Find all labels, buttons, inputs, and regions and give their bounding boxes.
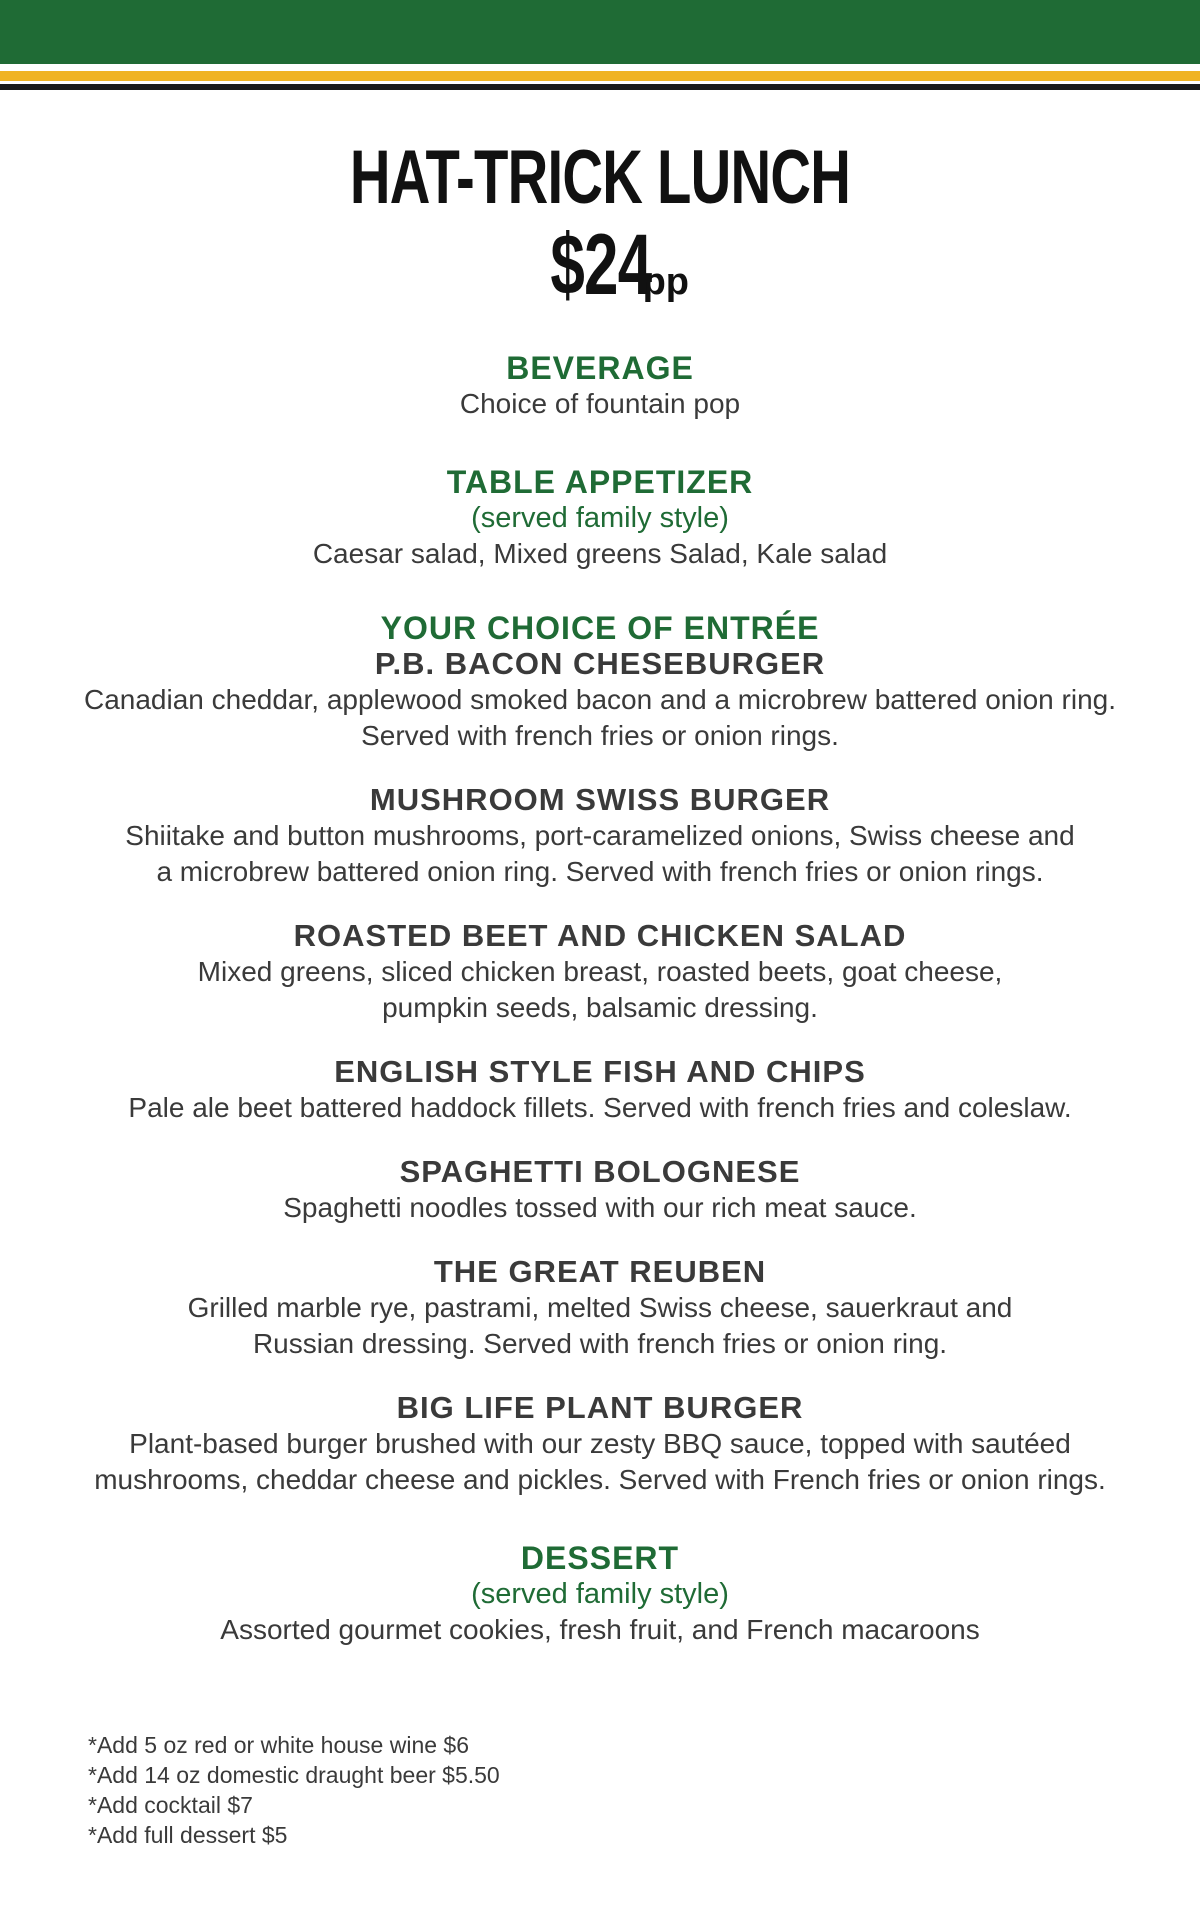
entree-item-desc: a microbrew battered onion ring. Served with french fries or onion rings. [156,856,1044,887]
price-unit: pp [642,261,690,303]
entree-item-name: ENGLISH STYLE FISH AND CHIPS [334,1054,866,1089]
entree-item-desc: pumpkin seeds, balsamic dressing. [382,992,818,1023]
footnote: *Add 5 oz red or white house wine $6 [88,1732,470,1758]
dessert-heading: DESSERT [520,1540,680,1576]
dessert-note: (served family style) [471,1578,729,1610]
top-band-green [0,0,1200,64]
entree-item-desc: Russian dressing. Served with french fries or onion ring. [252,1328,948,1359]
footnote: *Add cocktail $7 [88,1792,253,1818]
appetizer-heading: TABLE APPETIZER [446,464,754,500]
beverage-text: Choice of fountain pop [459,388,741,419]
top-band-spacer [0,64,1200,71]
entree-item-desc: Served with french fries or onion rings. [361,720,839,751]
entree-item-desc: Plant-based burger brushed with our zesty BBQ sauce, topped with sautéed [129,1428,1071,1459]
appetizer-text: Caesar salad, Mixed greens Salad, Kale salad [312,538,888,569]
top-band-yellow [0,71,1200,81]
dessert-text: Assorted gourmet cookies, fresh fruit, and French macaroons [220,1614,980,1645]
entree-item-name: THE GREAT REUBEN [433,1254,767,1289]
footnote: *Add 14 oz domestic draught beer $5.50 [88,1762,500,1788]
entree-item-name: MUSHROOM SWISS BURGER [369,782,831,817]
entree-item-desc: mushrooms, cheddar cheese and pickles. Served with French fries or onion rings. [94,1464,1106,1495]
entree-item-desc: Grilled marble rye, pastrami, melted Swiss cheese, sauerkraut and [187,1292,1013,1323]
entree-item-name: SPAGHETTI BOLOGNESE [399,1154,801,1189]
menu-content [0,135,1200,1648]
entree-item-desc: Canadian cheddar, applewood smoked bacon and a microbrew battered onion ring. [83,684,1116,715]
entree-item-name: BIG LIFE PLANT BURGER [396,1390,804,1425]
top-band-black [0,84,1200,90]
entree-item-desc: Shiitake and button mushrooms, port-caramelized onions, Swiss cheese and [125,820,1075,851]
entree-item-name: ROASTED BEET AND CHICKEN SALAD [293,918,907,953]
entree-item-desc: Mixed greens, sliced chicken breast, roasted beets, goat cheese, [197,956,1003,987]
footnotes [88,1730,500,1850]
appetizer-note: (served family style) [471,502,729,534]
entree-item-name: P.B. BACON CHESEBURGER [374,646,826,681]
entree-item-desc: Spaghetti noodles tossed with our rich meat sauce. [283,1192,917,1223]
footnote: *Add full dessert $5 [88,1822,288,1848]
price-line [0,217,1200,313]
entree-item-desc: Pale ale beet battered haddock fillets. Served with french fries and coleslaw. [128,1092,1072,1123]
entree-heading: YOUR CHOICE OF ENTRÉE [380,610,820,646]
menu-price: $24 [550,217,652,313]
menu-title: HAT-TRICK LUNCH [349,135,851,220]
beverage-heading: BEVERAGE [506,350,694,386]
